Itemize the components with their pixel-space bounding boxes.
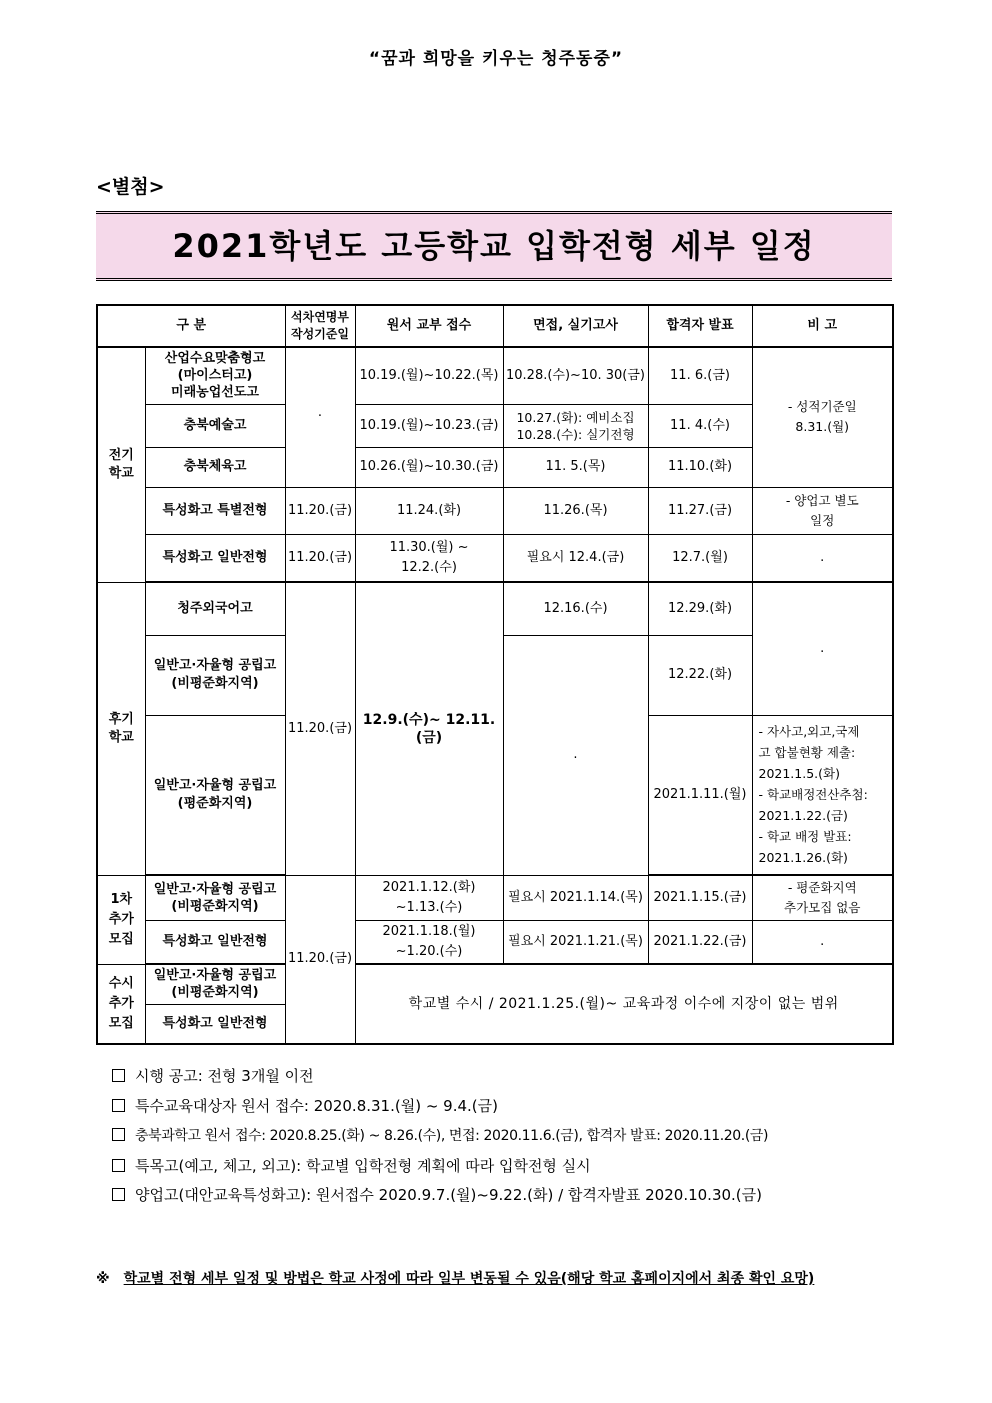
record-base-date: 11.20.(금) xyxy=(285,582,355,875)
header-interview: 면접, 실기고사 xyxy=(503,305,648,347)
header-record-base-line1: 석차연명부 xyxy=(291,310,349,324)
application-date: 11.24.(화) xyxy=(355,487,503,534)
note-item xyxy=(112,1152,768,1182)
remark: - 자사고,외고,국제 고 합불현황 제출: 2021.1.5.(화) - 학교배정전산추첨: 2021.1.22.(금) - 학교 배정 발표: 2021.1.26.(화) xyxy=(752,715,893,875)
announce-date: 11.27.(금) xyxy=(648,487,752,534)
school-name: 특성화고 특별전형 xyxy=(145,487,285,534)
warning-notice xyxy=(96,1268,896,1288)
group-first-extra: 1차 추가 모집 xyxy=(97,875,145,964)
record-base-date: 11.20.(금) xyxy=(285,487,355,534)
note-item xyxy=(112,1092,768,1122)
table-row xyxy=(97,920,893,964)
note-item xyxy=(112,1121,768,1152)
table-row xyxy=(97,582,893,635)
remark: . xyxy=(752,534,893,582)
application-date: 10.19.(월)~10.23.(금) xyxy=(355,404,503,447)
note-item xyxy=(112,1181,768,1211)
application-date: 2021.1.12.(화) ~1.13.(수) xyxy=(355,875,503,920)
school-name: 청주외국어고 xyxy=(145,582,285,635)
announce-date: 2021.1.11.(월) xyxy=(648,715,752,875)
school-name: 일반고·자율형 공립고 (비평준화지역) xyxy=(145,964,285,1004)
interview-date: 12.16.(수) xyxy=(503,582,648,635)
application-date: 2021.1.18.(월) ~1.20.(수) xyxy=(355,920,503,964)
attachment-label: <별첨> xyxy=(96,176,165,198)
announce-date: 11.10.(화) xyxy=(648,447,752,487)
rolling-schedule: 학교별 수시 / 2021.1.25.(월)~ 교육과정 이수에 지장이 없는 범위 xyxy=(355,964,893,1044)
application-date: 10.26.(월)~10.30.(금) xyxy=(355,447,503,487)
remark: - 평준화지역 추가모집 없음 xyxy=(752,875,893,920)
record-base-date: · xyxy=(285,347,355,487)
checkbox-square-icon xyxy=(112,1099,125,1112)
school-name: 일반고·자율형 공립고 (비평준화지역) xyxy=(145,635,285,715)
school-name: 특성화고 일반전형 xyxy=(145,534,285,582)
announce-date: 2021.1.22.(금) xyxy=(648,920,752,964)
school-name: 산업수요맞춤형고 (마이스터고) 미래농업선도고 xyxy=(145,347,285,404)
interview-date: 10.27.(화): 예비소집 10.28.(수): 실기전형 xyxy=(503,404,648,447)
announce-date: 12.7.(월) xyxy=(648,534,752,582)
table-row xyxy=(97,875,893,920)
interview-date: 10.28.(수)~10. 30(금) xyxy=(503,347,648,404)
notes-list xyxy=(112,1062,768,1211)
page-title: 2021학년도 고등학교 입학전형 세부 일정 xyxy=(172,227,816,265)
interview-date: 필요시 12.4.(금) xyxy=(503,534,648,582)
header-application: 원서 교부 접수 xyxy=(355,305,503,347)
school-name: 충북예술고 xyxy=(145,404,285,447)
announce-date: 12.22.(화) xyxy=(648,635,752,715)
announce-date: 2021.1.15.(금) xyxy=(648,875,752,920)
slogan: “꿈과 희망을 키우는 청주동중” xyxy=(368,49,624,69)
interview-date: 필요시 2021.1.21.(목) xyxy=(503,920,648,964)
school-name: 충북체육고 xyxy=(145,447,285,487)
group-rolling-extra: 수시 추가 모집 xyxy=(97,964,145,1044)
school-name: 특성화고 일반전형 xyxy=(145,1004,285,1044)
note-text: 충북과학고 원서 접수: 2020.8.25.(화) ~ 8.26.(수), 면접: 2020.11.6.(금), 합격자 발표: 2020.11.20.(금) xyxy=(135,1128,769,1144)
table-header-row xyxy=(97,305,893,347)
application-date: 12.9.(수)~ 12.11.(금) xyxy=(355,582,503,875)
warning-text: 학교별 전형 세부 일정 및 방법은 학교 사정에 따라 일부 변동될 수 있음(해당 학교 홈페이지에서 최종 확인 요망) xyxy=(123,1271,815,1287)
interview-date: . xyxy=(503,635,648,875)
school-name: 일반고·자율형 공립고 (비평준화지역) xyxy=(145,875,285,920)
announce-date: 11. 4.(수) xyxy=(648,404,752,447)
application-date: 10.19.(월)~10.22.(목) xyxy=(355,347,503,404)
interview-date: 11. 5.(목) xyxy=(503,447,648,487)
note-text: 시행 공고: 전형 3개월 이전 xyxy=(135,1067,314,1085)
schedule-table xyxy=(96,304,894,1045)
note-text: 양업고(대안교육특성화고): 원서접수 2020.9.7.(월)~9.22.(화) / 합격자발표 2020.10.30.(금) xyxy=(135,1186,762,1204)
record-base-date: 11.20.(금) xyxy=(285,534,355,582)
header-remarks: 비 고 xyxy=(752,305,893,347)
record-base-date: 11.20.(금) xyxy=(285,875,355,1044)
table-row xyxy=(97,487,893,534)
remark: - 성적기준일 8.31.(월) xyxy=(752,347,893,487)
table-row xyxy=(97,964,893,1004)
note-text: 특수교육대상자 원서 접수: 2020.8.31.(월) ~ 9.4.(금) xyxy=(135,1096,498,1115)
header-category: 구 분 xyxy=(97,305,285,347)
application-date: 11.30.(월) ~ 12.2.(수) xyxy=(355,534,503,582)
remark: - 양업고 별도 일정 xyxy=(752,487,893,534)
group-late: 후기 학교 xyxy=(97,582,145,875)
announce-date: 12.29.(화) xyxy=(648,582,752,635)
checkbox-square-icon xyxy=(112,1128,125,1141)
note-item xyxy=(112,1062,768,1092)
reference-mark-icon: ※ xyxy=(96,1271,110,1287)
remark: . xyxy=(752,920,893,964)
remark: . xyxy=(752,582,893,715)
checkbox-square-icon xyxy=(112,1159,125,1172)
table-row xyxy=(97,534,893,582)
header-record-base xyxy=(285,305,355,347)
announce-date: 11. 6.(금) xyxy=(648,347,752,404)
title-banner xyxy=(96,211,892,281)
interview-date: 필요시 2021.1.14.(목) xyxy=(503,875,648,920)
school-name: 특성화고 일반전형 xyxy=(145,920,285,964)
table-row xyxy=(97,347,893,404)
interview-date: 11.26.(목) xyxy=(503,487,648,534)
school-name: 일반고·자율형 공립고 (평준화지역) xyxy=(145,715,285,875)
header-record-base-line2: 작성기준일 xyxy=(291,327,349,341)
note-text: 특목고(예고, 체고, 외고): 학교별 입학전형 계획에 따라 입학전형 실시 xyxy=(135,1156,591,1175)
checkbox-square-icon xyxy=(112,1188,125,1201)
checkbox-square-icon xyxy=(112,1069,125,1082)
header-announce: 합격자 발표 xyxy=(648,305,752,347)
group-early: 전기 학교 xyxy=(97,347,145,582)
